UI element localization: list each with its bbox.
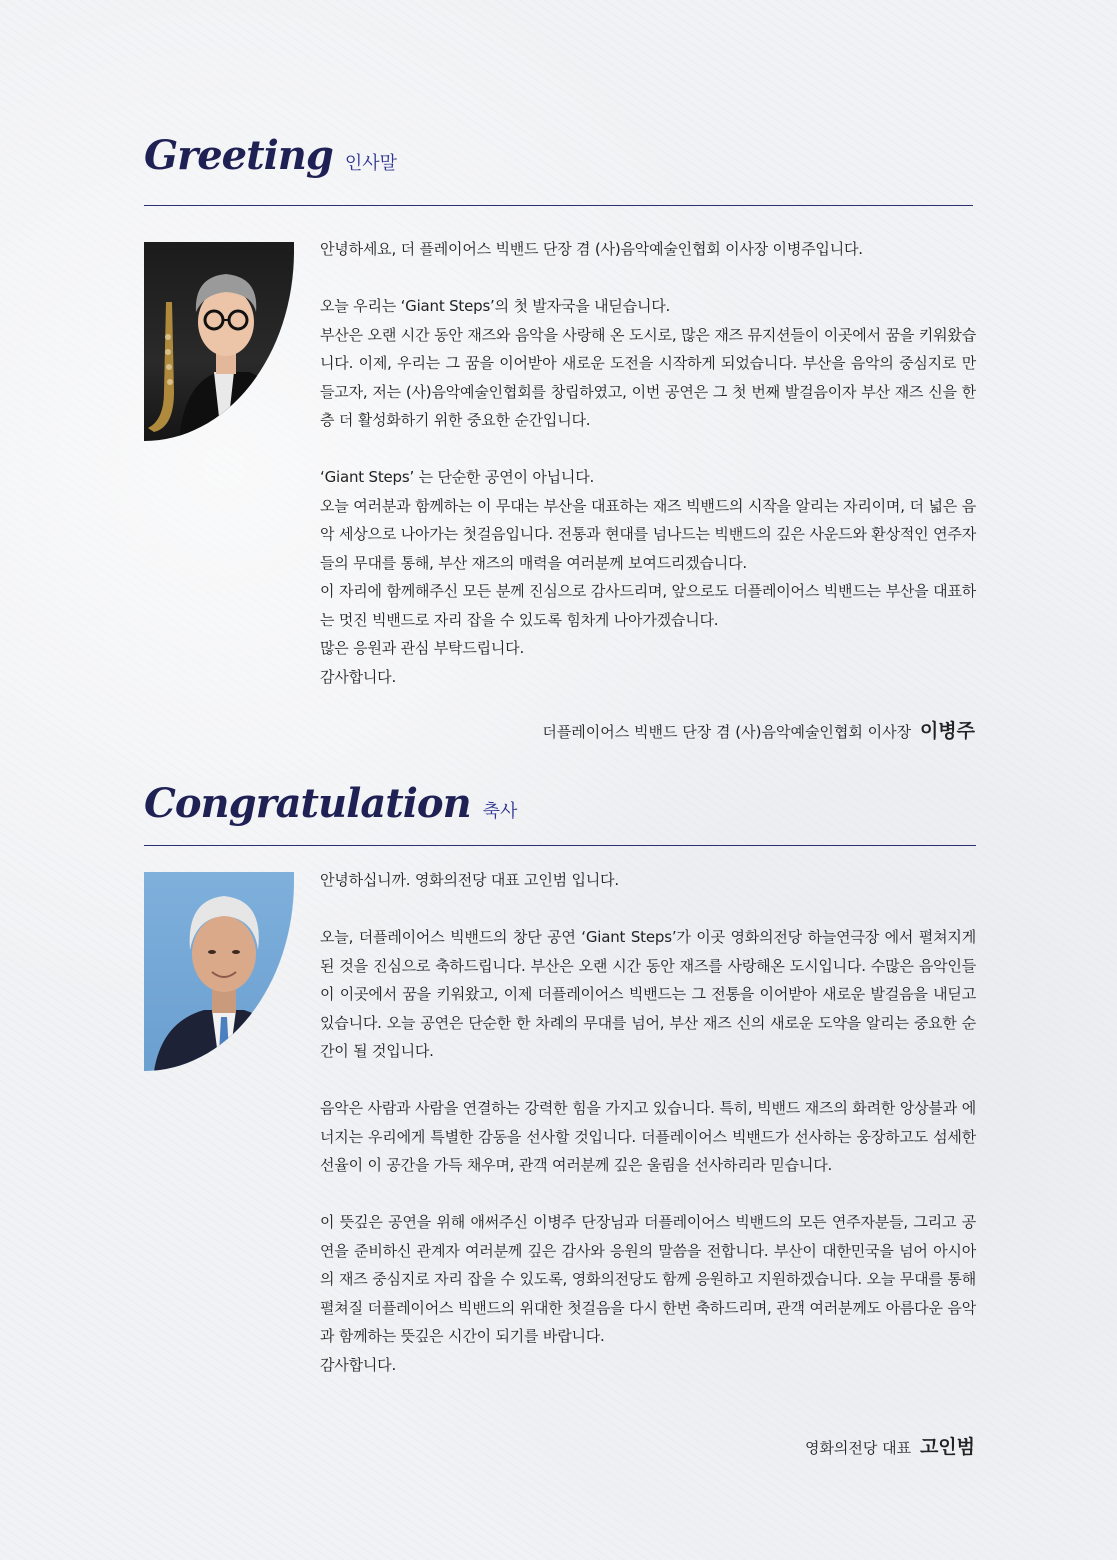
portrait-illustration: [144, 872, 294, 1071]
greeting-paragraph: 오늘 여러분과 함께하는 이 무대는 부산을 대표하는 재즈 빅밴드의 시작을 알리는 자리이며, 더 넓은 음악 세상으로 나아가는 첫걸음입니다. 전통과 현대를 넘나드는 빅밴드의 깊은 사운드와 환상적인 연주자들의 무대를 통해, 부산 재즈의 매력을 여러분께 보여드리겠습니다.: [320, 496, 976, 572]
signature-role: 영화의전당 대표: [804, 1439, 912, 1457]
greeting-paragraph: 오늘 우리는 ‘Giant Steps’의 첫 발자국을 내딛습니다.: [320, 297, 671, 315]
congratulation-divider: [144, 845, 976, 846]
greeting-title: Greeting: [144, 132, 333, 179]
congratulation-paragraph: 이 뜻깊은 공연을 위해 애써주신 이병주 단장님과 더플레이어스 빅밴드의 모든 연주자분들, 그리고 공연을 준비하신 관계자 여러분께 깊은 감사와 응원의 말씀을 전합니다. 부산이 대한민국을 넘어 아시아의 재즈 중심지로 자리 잡을 수 있도록, 영화의전당도 함께 응원하고 지원하겠습니다. 오늘 무대를 통해 펼쳐질 더플레이어스 빅밴드의 위대한 첫걸음을 다시 한번 축하드리며, 관객 여러분께도 아름다운 음악과 함께하는 뜻깊은 시간이 되기를 바랍니다.: [320, 1213, 976, 1345]
signature-name: 고인범: [919, 1436, 975, 1458]
congratulation-paragraph: 음악은 사람과 사람을 연결하는 강력한 힘을 가지고 있습니다. 특히, 빅밴드 재즈의 화려한 앙상블과 에너지는 우리에게 특별한 감동을 선사할 것입니다. 더플레이어스 빅밴드가 선사하는 웅장하고도 섬세한 선율이 이 공간을 가득 채우며, 관객 여러분께 깊은 울림을 선사하리라 믿습니다.: [320, 1099, 976, 1174]
greeting-paragraph: 이 자리에 함께해주신 모든 분께 진심으로 감사드리며, 앞으로도 더플레이어스 빅밴드는 부산을 대표하는 멋진 빅밴드로 자리 잡을 수 있도록 힘차게 나아가겠습니다.: [320, 582, 976, 629]
greeting-paragraph: 감사합니다.: [320, 667, 397, 686]
congratulation-paragraph: 감사합니다.: [320, 1355, 397, 1374]
congratulation-paragraph: 안녕하십니까. 영화의전당 대표 고인범 입니다.: [320, 871, 619, 889]
congratulation-title: Congratulation: [144, 780, 471, 827]
greeting-paragraph: 안녕하세요, 더 플레이어스 빅밴드 단장 겸 (사)음악예술인협회 이사장 이병주입니다.: [320, 240, 863, 258]
greeting-paragraph: 부산은 오랜 시간 동안 재즈와 음악을 사랑해 온 도시로, 많은 재즈 뮤지션들이 이곳에서 꿈을 키워왔습니다. 이제, 우리는 그 꿈을 이어받아 새로운 도전을 시작하게 되었습니다. 부산을 음악의 중심지로 만들고자, 저는 (사)음악예술인협회를 창립하였고, 이번 공연은 그 첫 번째 발걸음이자 부산 재즈 신을 한층 더 활성화하기 위한 중요한 순간입니다.: [320, 325, 976, 429]
congratulation-subtitle: 축사: [482, 801, 518, 822]
greeting-paragraph: 많은 응원과 관심 부탁드립니다.: [320, 639, 525, 657]
congratulation-body: [320, 866, 976, 1379]
congratulation-paragraph: 오늘, 더플레이어스 빅밴드의 창단 공연 ‘Giant Steps’가 이곳 영화의전당 하늘연극장 에서 펼쳐지게 된 것을 진심으로 축하드립니다. 부산은 오랜 시간 동안 재즈를 사랑해온 도시입니다. 수많은 음악인들이 이곳에서 꿈을 키워왔고, 이제 더플레이어스 빅밴드는 그 전통을 이어받아 새로운 발걸음을 내딛고 있습니다. 오늘 공연은 단순한 한 차례의 무대를 넘어, 부산 재즈 신의 새로운 도약을 알리는 중요한 순간이 될 것입니다.: [320, 928, 976, 1060]
congratulation-heading: [144, 780, 517, 827]
greeting-divider: [144, 205, 973, 206]
greeting-signature: [542, 716, 975, 743]
greeting-subtitle: 인사말: [344, 153, 398, 174]
greeting-heading: [144, 132, 397, 179]
signature-name: 이병주: [919, 720, 975, 742]
congratulation-signature: [805, 1432, 975, 1459]
portrait-photo-director: [144, 872, 294, 1071]
greeting-body: [320, 235, 976, 691]
greeting-paragraph: ‘Giant Steps’ 는 단순한 공연이 아닙니다.: [320, 468, 595, 486]
portrait-illustration: [144, 242, 294, 441]
portrait-photo-conductor: [144, 242, 294, 441]
signature-role: 더플레이어스 빅밴드 단장 겸 (사)음악예술인협회 이사장: [542, 723, 912, 741]
